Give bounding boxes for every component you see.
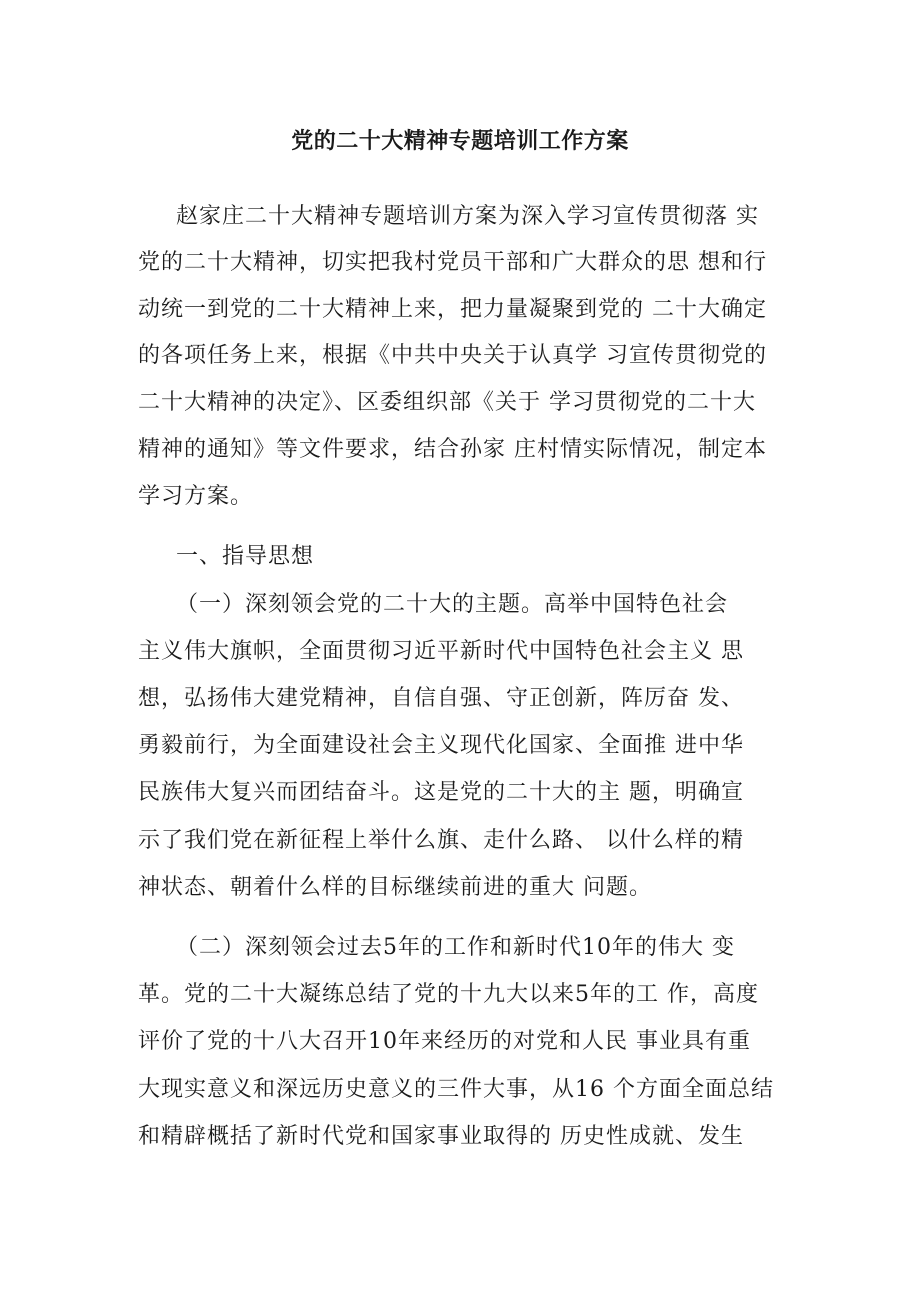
text-line: 党的二十大精神，切实把我村党员干部和广大群众的思 想和行 <box>138 250 767 275</box>
text-line: 主义伟大旗帜，全面贯彻习近平新时代中国特色社会主义 思 <box>138 639 744 664</box>
text-line: 二十大精神的决定》、区委组织部《关于 学习贯彻党的二十大 <box>138 390 756 415</box>
text-line: 评价了党的十八大召开10年来经历的对党和人民 事业具有重 <box>138 1029 751 1054</box>
text-line: 大现实意义和深远历史意义的三件大事，从16 个方面全面总结 <box>138 1077 774 1102</box>
text-line: 的各项任务上来，根据《中共中央关于认真学 习宣传贯彻党的 <box>138 343 767 368</box>
document-title: 党的二十大精神专题培训工作方案 <box>291 129 629 154</box>
text-line: 学习方案。 <box>138 484 254 509</box>
text-line: 民族伟大复兴而团结奋斗。这是党的二十大的主 题，明确宣 <box>138 780 744 805</box>
text-line: 想，弘扬伟大建党精神，自信自强、守正创新，阵厉奋 发、 <box>138 686 744 711</box>
text-line: 动统一到党的二十大精神上来，把力量凝聚到党的 二十大确定 <box>138 297 767 322</box>
text-line: （二）深刻领会过去5年的工作和新时代10年的伟大 变 <box>176 935 735 960</box>
section-heading: 一、指导思想 <box>176 544 315 569</box>
text-line: 和精辟概括了新时代党和国家事业取得的 历史性成就、发生 <box>138 1124 744 1149</box>
text-line: 勇毅前行，为全面建设社会主义现代化国家、全面推 进中华 <box>138 733 744 758</box>
text-line: 神状态、朝着什么样的目标继续前进的重大 问题。 <box>138 875 652 900</box>
text-line: 精神的通知》等文件要求，结合孙家 庄村情实际情况，制定本 <box>138 437 767 462</box>
text-line: 示了我们党在新征程上举什么旗、走什么路、 以什么样的精 <box>138 828 744 853</box>
text-line: 赵家庄二十大精神专题培训方案为深入学习宣传贯彻落 实 <box>176 204 759 229</box>
text-line: （一）深刻领会党的二十大的主题。高举中国特色社会 <box>176 592 729 617</box>
text-line: 革。党的二十大凝练总结了党的十九大以来5年的工 作，高度 <box>138 982 759 1007</box>
